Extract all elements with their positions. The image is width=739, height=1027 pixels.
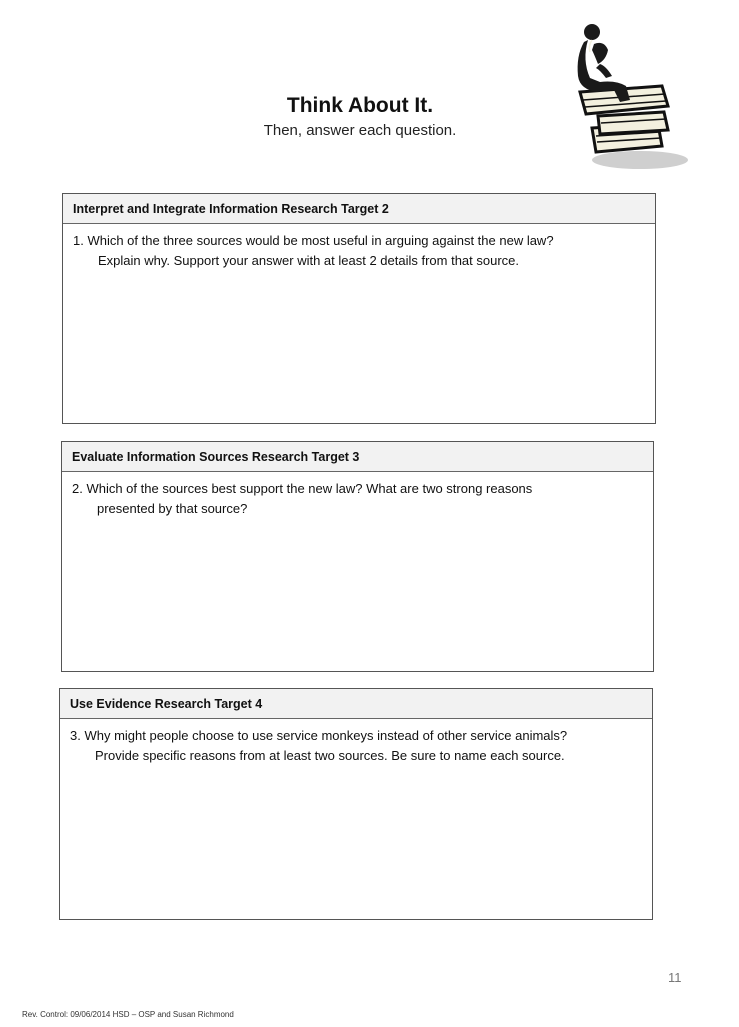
question-1-line-1: 1. Which of the three sources would be most useful in arguing against the new law? [73,233,554,248]
page-number: 11 [668,970,682,985]
section-header-2: Evaluate Information Sources Research Target 3 [62,442,653,472]
question-box-3 [59,688,653,920]
footer-revision: Rev. Control: 09/06/2014 HSD – OSP and Susan Richmond [22,1010,234,1019]
question-2-line-1: 2. Which of the sources best support the new law? What are two strong reasons [72,481,533,496]
question-1[interactable] [63,224,655,271]
question-1-line-2: Explain why. Support your answer with at least 2 details from that source. [98,253,520,268]
question-box-2 [61,441,654,672]
question-2-line-2: presented by that source? [97,501,248,516]
question-2[interactable] [62,472,653,519]
thinker-on-books-icon [570,20,695,170]
question-3[interactable] [60,719,652,766]
title-block [215,92,505,142]
page-title: Think About It. [286,94,434,117]
question-3-line-1: 3. Why might people choose to use service monkeys instead of other service animals? [70,728,568,743]
page-subtitle: Then, answer each question. [263,122,457,139]
question-3-line-2: Provide specific reasons from at least two sources. Be sure to name each source. [95,748,565,763]
section-header-3: Use Evidence Research Target 4 [60,689,652,719]
section-header-1: Interpret and Integrate Information Research Target 2 [63,194,655,224]
question-box-1 [62,193,656,424]
